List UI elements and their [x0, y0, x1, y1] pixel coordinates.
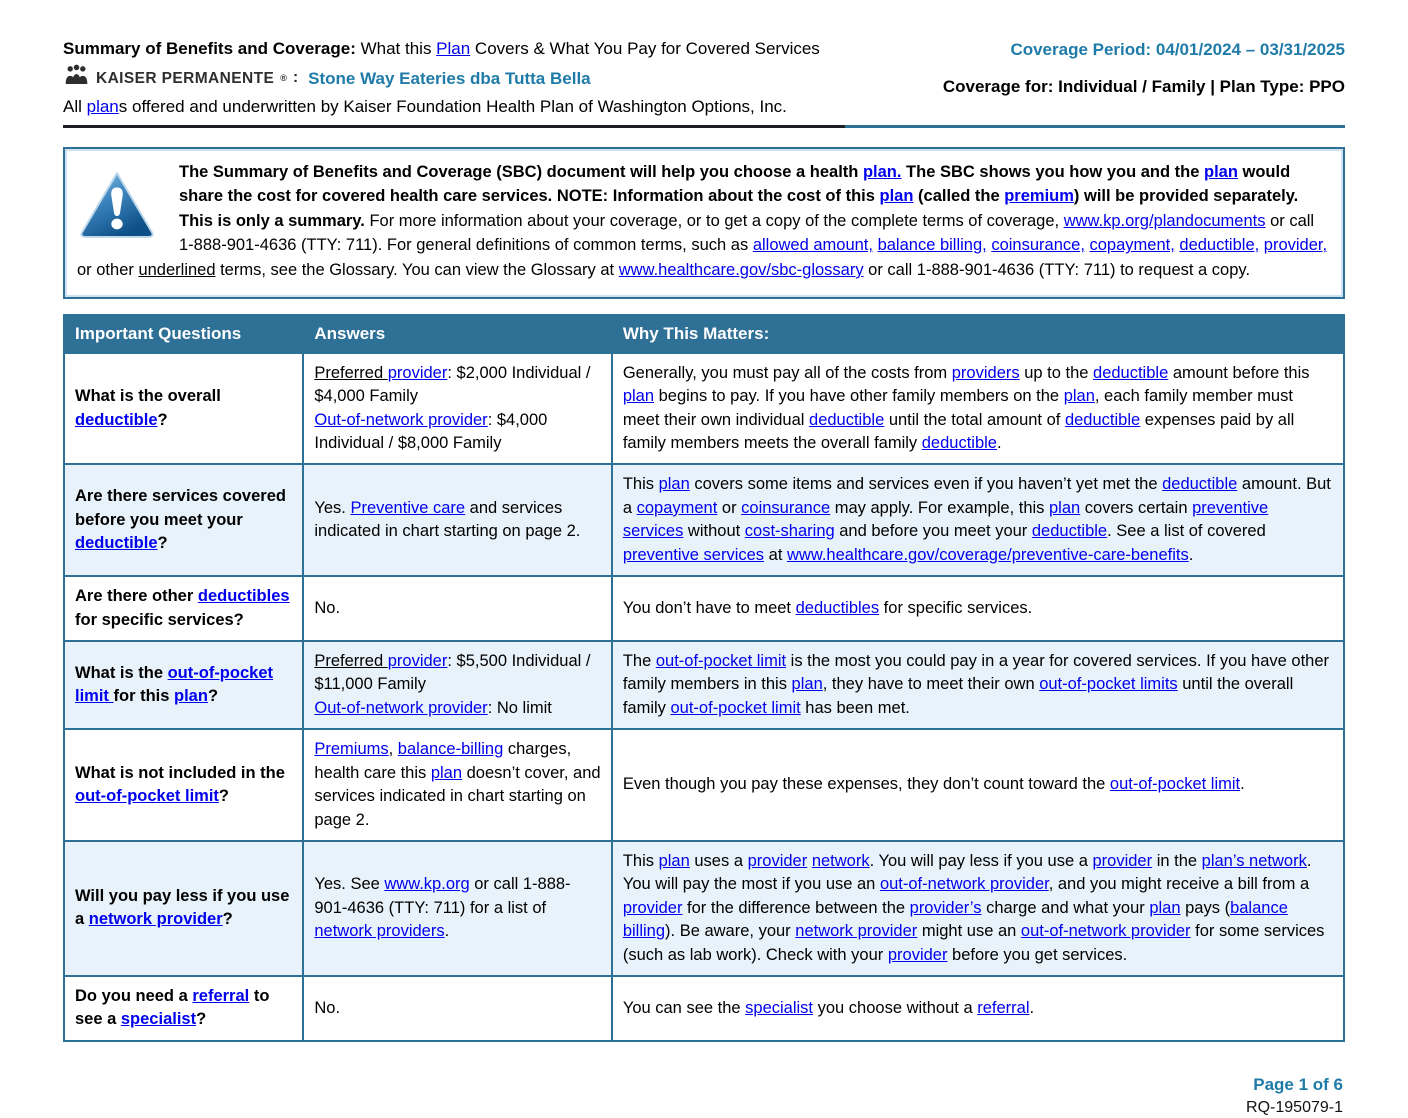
glossary-link[interactable]: out-of-pocket limit: [75, 663, 273, 706]
text-segment: Are there services covered before you meet your: [75, 487, 286, 529]
glossary-link[interactable]: deductible: [75, 410, 158, 429]
text-segment: The SBC shows you how you and the: [901, 162, 1204, 181]
glossary-link[interactable]: deductible: [809, 410, 885, 429]
glossary-link[interactable]: provider: [887, 945, 948, 964]
notice-text: [77, 163, 1327, 279]
text-segment: (called the: [913, 187, 1005, 206]
text-segment: You can see the: [622, 998, 746, 1017]
document-title: [63, 36, 878, 62]
text-segment: before you get services.: [947, 945, 1128, 964]
text-segment: Do you need a: [75, 987, 193, 1006]
text-segment: until the total amount of: [884, 410, 1065, 429]
text-segment: , and you might receive a bill from a: [1048, 875, 1310, 894]
text-segment: you choose without a: [813, 998, 978, 1017]
glossary-link[interactable]: balance billing,: [877, 236, 987, 255]
document-footer: [63, 1074, 1345, 1118]
text-segment: is the most you could pay in a year for covered services. If you have other family members in this: [622, 651, 1330, 694]
text-segment: doesn’t cover, and services indicated in chart starting on page 2.: [314, 763, 601, 829]
table-row-not-included-in-oop-limit: [64, 729, 1344, 841]
coverage-for: Coverage for: Individual / Family | Plan Type: PPO: [942, 77, 1345, 96]
text-segment: .: [1188, 545, 1194, 564]
text-segment: : $2,000 Individual / $4,000 Family: [314, 363, 591, 406]
answer-cell: [303, 641, 611, 729]
table-row-network-provider: [64, 841, 1344, 976]
text-segment: Yes.: [314, 498, 351, 517]
text-segment: or other: [77, 261, 139, 280]
text-segment: .: [996, 434, 1002, 453]
glossary-link[interactable]: referral: [192, 987, 250, 1006]
glossary-link[interactable]: deductible: [1064, 410, 1141, 429]
glossary-link[interactable]: network provider: [88, 910, 223, 929]
glossary-link[interactable]: out-of-pocket limit: [1109, 775, 1241, 794]
question-cell: [64, 976, 303, 1041]
glossary-link[interactable]: Out-of-network provider: [314, 410, 488, 429]
text-segment: for some services (such as lab work). Check with your: [622, 922, 1325, 964]
glossary-link[interactable]: deductible: [1162, 475, 1238, 494]
coverage-period: Coverage Period: 04/01/2024 – 03/31/2025: [1010, 40, 1345, 59]
glossary-link[interactable]: plan.: [862, 162, 902, 181]
text-segment: may apply. For example, this: [830, 498, 1049, 517]
glossary-link[interactable]: referral: [977, 998, 1030, 1017]
question-cell: [64, 464, 303, 576]
glossary-link[interactable]: plan: [86, 97, 119, 117]
text-segment: No.: [314, 598, 341, 617]
header-left: [63, 36, 878, 120]
text-segment: or call 1-888-901-4636 (TTY: 711) to request a copy.: [863, 261, 1251, 280]
glossary-link[interactable]: deductible: [1093, 363, 1169, 382]
answer-cell: [303, 464, 611, 576]
glossary-link[interactable]: out-of-pocket limit: [75, 787, 219, 806]
text-segment: Even though you pay these expenses, they don’t count toward the: [622, 775, 1110, 794]
text-segment: What is the: [75, 663, 168, 682]
glossary-link[interactable]: coinsurance,: [991, 236, 1085, 255]
text-segment: Preferred: [314, 651, 388, 670]
text-segment: All: [63, 97, 87, 117]
text-segment: ?: [207, 687, 219, 706]
text-segment: : $4,000 Individual / $8,000 Family: [314, 410, 548, 453]
brand-name: KAISER PERMANENTE: [96, 69, 275, 87]
column-header-why-this-matters: Why This Matters:: [612, 315, 1344, 353]
glossary-link[interactable]: coinsurance: [741, 498, 831, 517]
text-segment: ?: [157, 533, 168, 552]
text-segment: amount before this: [1168, 363, 1310, 382]
document-code: RQ-195079-1: [1246, 1098, 1343, 1116]
question-cell: [64, 353, 303, 465]
text-segment: The: [622, 651, 656, 670]
text-segment: What this: [355, 39, 437, 58]
text-segment: up to the: [1019, 363, 1094, 382]
header-divider: [63, 125, 1345, 128]
glossary-link[interactable]: provider,: [1263, 236, 1328, 255]
glossary-link[interactable]: www.healthcare.gov/coverage/preventive-care-benefits: [787, 545, 1189, 564]
text-segment: You don’t have to meet: [622, 598, 796, 617]
glossary-link[interactable]: provider: [622, 898, 683, 917]
text-segment: The Summary of Benefits and Coverage (SBC) document will help you choose a health: [179, 162, 863, 181]
text-segment: Covers & What You Pay for Covered Services: [470, 39, 820, 58]
glossary-link[interactable]: specialist: [120, 1010, 197, 1029]
text-segment: . See a list of covered: [1107, 522, 1266, 541]
brand-separator: :: [292, 69, 299, 87]
glossary-link[interactable]: premium: [1004, 187, 1074, 206]
question-cell: [64, 729, 303, 841]
text-segment: without: [683, 522, 745, 541]
glossary-link[interactable]: www.healthcare.gov/sbc-glossary: [618, 261, 864, 280]
glossary-link[interactable]: provider: [1092, 851, 1153, 870]
glossary-link[interactable]: plan: [1204, 162, 1238, 181]
glossary-link[interactable]: deductible,: [1179, 236, 1260, 255]
why-cell: [612, 976, 1344, 1041]
glossary-link[interactable]: deductible: [75, 533, 158, 552]
text-segment: ). Be aware, your: [665, 922, 796, 941]
glossary-link[interactable]: out-of-pocket limit: [670, 698, 801, 717]
why-cell: [612, 729, 1344, 841]
glossary-link[interactable]: plan: [791, 675, 823, 694]
answer-cell: [303, 841, 611, 976]
important-questions-table: [63, 314, 1345, 1042]
text-segment: charges, health care this: [314, 740, 572, 782]
glossary-link[interactable]: plan: [879, 187, 914, 206]
text-segment: for specific services.: [879, 598, 1033, 617]
glossary-link[interactable]: out-of-network provider: [879, 875, 1049, 894]
glossary-link[interactable]: provider: [387, 651, 448, 670]
glossary-link[interactable]: out-of-pocket limits: [1039, 675, 1178, 694]
text-segment: begins to pay. If you have other family members on the: [654, 387, 1064, 406]
text-segment: . You will pay the most if you use an: [622, 851, 1312, 894]
text-segment: . You will pay less if you use a: [869, 851, 1093, 870]
text-segment: Summary of Benefits and Coverage:: [63, 39, 356, 58]
text-segment: Will you pay less if you use a: [75, 887, 290, 929]
text-segment: What is not included in the: [75, 763, 285, 782]
glossary-link[interactable]: Premiums: [314, 740, 389, 759]
why-cell: [612, 641, 1344, 729]
glossary-link[interactable]: plan: [658, 851, 690, 870]
text-segment: to see a: [75, 987, 270, 1029]
glossary-link[interactable]: preventive services: [622, 545, 765, 564]
text-segment: ) will be provided separately. This is only a summary.: [179, 187, 1299, 230]
text-segment: ?: [157, 410, 168, 429]
text-segment: ,: [388, 740, 398, 759]
table-row-other-deductibles: [64, 576, 1344, 641]
glossary-link[interactable]: copayment,: [1089, 236, 1175, 255]
glossary-link[interactable]: plan: [1049, 498, 1081, 517]
glossary-link[interactable]: plan: [658, 475, 690, 494]
text-segment: or call 1-888-901-4636 (TTY: 711) for a list of: [314, 875, 571, 917]
glossary-link[interactable]: Out-of-network provider: [314, 698, 488, 717]
glossary-link[interactable]: providers: [951, 363, 1020, 382]
glossary-link[interactable]: out-of-network provider: [1020, 922, 1191, 941]
page-number: Page 1 of 6: [1253, 1074, 1343, 1094]
text-segment: and before you meet your: [834, 522, 1032, 541]
text-segment: ?: [196, 1010, 207, 1029]
glossary-link[interactable]: plan: [174, 687, 208, 706]
answer-cell: [303, 353, 611, 465]
text-segment: Are there other: [75, 587, 198, 606]
text-segment: s offered and underwritten by Kaiser Foundation Health Plan of Washington Options, Inc.: [118, 97, 787, 117]
text-segment: What is the overall: [75, 387, 221, 406]
glossary-link[interactable]: specialist: [745, 998, 814, 1017]
glossary-link[interactable]: Plan: [436, 39, 471, 58]
sbc-notice-box: [63, 147, 1345, 299]
glossary-link[interactable]: network providers: [314, 922, 445, 941]
brand-line: [63, 64, 878, 94]
question-cell: [64, 641, 303, 729]
text-segment: ?: [222, 910, 233, 929]
answer-cell: [303, 976, 611, 1041]
text-segment: at: [764, 545, 787, 564]
kaiser-permanente-logo-icon: [63, 64, 90, 94]
document-header: [63, 36, 1345, 120]
underwriter-line: [63, 94, 878, 120]
glossary-link[interactable]: provider’s: [909, 898, 982, 917]
glossary-link[interactable]: allowed amount,: [752, 236, 873, 255]
column-header-answers: Answers: [303, 315, 611, 353]
text-segment: ?: [218, 787, 229, 806]
text-segment: until the overall family: [622, 675, 1294, 717]
text-segment: .: [444, 922, 450, 941]
glossary-link[interactable]: plan: [1149, 898, 1181, 917]
text-segment: pays (: [1180, 898, 1231, 917]
text-segment: This: [622, 475, 659, 494]
glossary-link[interactable]: provider: [387, 363, 448, 382]
glossary-link[interactable]: deductible: [1031, 522, 1108, 541]
glossary-link[interactable]: www.kp.org/plandocuments: [1063, 211, 1266, 230]
text-segment: underlined: [138, 261, 216, 280]
glossary-link[interactable]: copayment: [636, 498, 718, 517]
text-segment: covers some items and services even if you haven’t yet met the: [689, 475, 1163, 494]
table-row-overall-deductible: [64, 353, 1344, 465]
text-segment: For more information about your coverage, or to get a copy of the complete terms of coverage,: [369, 211, 1064, 230]
why-cell: [612, 576, 1344, 641]
table-row-out-of-pocket-limit: [64, 641, 1344, 729]
text-segment: and services indicated in chart starting on page 2.: [314, 498, 581, 541]
column-header-important-questions: Important Questions: [64, 315, 303, 353]
text-segment: for specific services?: [75, 610, 244, 629]
glossary-link[interactable]: deductible: [921, 434, 997, 453]
text-segment: Generally, you must pay all of the costs from: [622, 363, 952, 382]
text-segment: terms, see the Glossary. You can view the Glossary at: [215, 261, 619, 280]
text-segment: No.: [314, 998, 341, 1017]
registered-mark: ®: [280, 72, 287, 83]
glossary-link[interactable]: www.kp.org: [384, 875, 470, 894]
glossary-link[interactable]: network provider: [795, 922, 918, 941]
text-segment: covers certain: [1080, 498, 1193, 517]
why-cell: [612, 841, 1344, 976]
text-segment: or: [717, 498, 742, 517]
text-segment: Preferred: [314, 363, 388, 382]
text-segment: , each family member must meet their own individual: [622, 387, 1293, 429]
question-cell: [64, 576, 303, 641]
text-segment: charge and what your: [981, 898, 1150, 917]
text-segment: has been met.: [800, 698, 910, 717]
table-row-referral-specialist: [64, 976, 1344, 1041]
warning-icon: [79, 163, 155, 255]
text-segment: This: [622, 851, 659, 870]
glossary-link[interactable]: deductibles: [197, 587, 290, 606]
glossary-link[interactable]: balance-billing: [397, 740, 504, 759]
glossary-link[interactable]: deductibles: [795, 598, 880, 617]
glossary-link[interactable]: plan: [430, 763, 463, 782]
text-segment: Yes. See: [314, 875, 385, 894]
glossary-link[interactable]: out-of-pocket limit: [655, 651, 787, 670]
text-segment: for this: [113, 687, 175, 706]
text-segment: for the difference between the: [682, 898, 910, 917]
text-segment: uses a: [689, 851, 748, 870]
why-cell: [612, 353, 1344, 465]
table-row-services-before-deductible: [64, 464, 1344, 576]
text-segment: : $5,500 Individual / $11,000 Family: [314, 651, 591, 694]
glossary-link[interactable]: plan: [622, 387, 655, 406]
glossary-link[interactable]: Preventive care: [350, 498, 466, 517]
text-segment: expenses paid by all family members meets the overall family: [622, 410, 1295, 453]
text-segment: might use an: [917, 922, 1021, 941]
glossary-link[interactable]: plan’s network: [1201, 851, 1307, 870]
why-cell: [612, 464, 1344, 576]
text-segment: in the: [1152, 851, 1202, 870]
question-cell: [64, 841, 303, 976]
text-segment: .: [1240, 775, 1245, 794]
answer-cell: [303, 729, 611, 841]
text-segment: : No limit: [487, 698, 552, 717]
text-segment: amount. But a: [622, 475, 1331, 517]
answer-cell: [303, 576, 611, 641]
text-segment: , they have to meet their own: [822, 675, 1040, 694]
glossary-link[interactable]: network: [811, 851, 870, 870]
table-header-row: [64, 315, 1344, 353]
group-plan-name: Stone Way Eateries dba Tutta Bella: [308, 68, 591, 88]
glossary-link[interactable]: balance billing: [622, 898, 1288, 941]
glossary-link[interactable]: preventive services: [622, 498, 1269, 541]
glossary-link[interactable]: provider: [747, 851, 808, 870]
text-segment: or call 1-888-901-4636 (TTY: 711). For general definitions of common terms, such as: [179, 211, 1315, 255]
header-right: [905, 36, 1345, 97]
glossary-link[interactable]: plan: [1063, 387, 1095, 406]
glossary-link[interactable]: cost-sharing: [744, 522, 835, 541]
text-segment: would share the cost for covered health care services. NOTE: Information about the cost of this: [179, 162, 1291, 206]
text-segment: .: [1029, 998, 1035, 1017]
